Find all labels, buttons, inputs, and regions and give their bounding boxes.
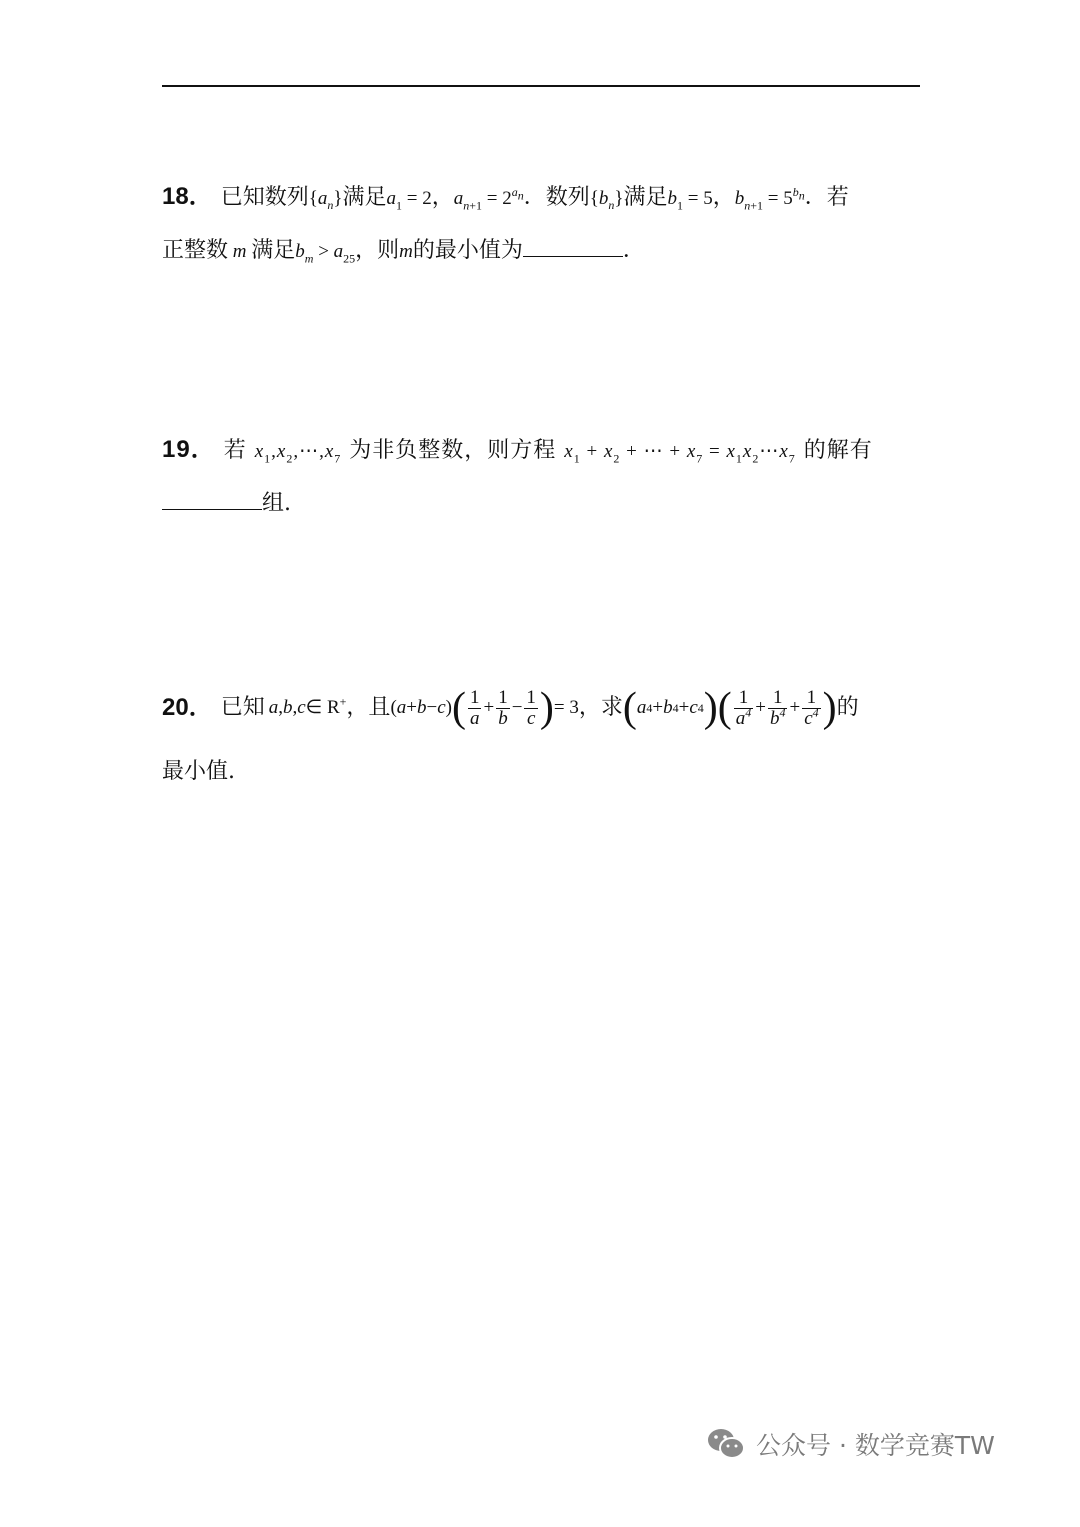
math-expr: x (254, 441, 265, 462)
problem-text: 的最小值为 (412, 238, 523, 263)
problem-text: 为非负整数，则方程 (349, 438, 557, 463)
problem-text: 的解有 (803, 438, 873, 463)
math-expr: $\{b_n\}$ (589, 188, 624, 212)
problem-19-line-2 (162, 478, 922, 530)
wechat-icon (706, 1426, 746, 1462)
problem-text: 若 (223, 438, 247, 463)
problem-text: 正整数 (162, 238, 229, 263)
problem-text: 组. (262, 491, 291, 516)
watermark-text: 公众号 · 数学竞赛TW (756, 1431, 995, 1460)
problem-text: 已知数列 (220, 185, 309, 210)
problem-number: 18． (162, 183, 213, 210)
problem-text: 满足 (251, 238, 296, 263)
fraction: $\frac{1}{b}$ (498, 686, 508, 729)
problem-text: ．数列 (523, 185, 590, 210)
problem-text: 满足 (342, 185, 387, 210)
problem-19-line-1: 19． 若 $x_1,x_2,\cdots,x_7$ 为非负整数，则方程 $x_1 + x_2$ + ⋯ + $x_7$ = $x_1x_2\cdots x_7$ 的解有 (162, 436, 873, 466)
problem-18-line-1: 18． 已知数列$\{a_n\}$满足$a_1 = 2$，$a_{n+1} = 2^{a_n}$．数列$\{b_n\}$满足$b_1 = 5$，$b_{n+1} = 5^{b_n}$．若 (162, 183, 849, 213)
fraction: $\frac{1}{a}$ (469, 686, 480, 729)
problem-18 (162, 171, 922, 278)
fraction: $\frac{1}{c}$ (526, 686, 536, 729)
problem-text: ， (712, 185, 735, 210)
problem-20 (162, 680, 922, 798)
watermark (706, 1424, 995, 1464)
problem-number: 20． (162, 694, 213, 721)
answer-blank[interactable] (523, 226, 623, 257)
math-expr: $\{a_n\}$ (308, 188, 343, 212)
math-expr: a (386, 188, 396, 209)
problem-text: 最小值. (162, 759, 235, 784)
problem-text: ， (431, 185, 454, 210)
problem-20-line-2 (162, 746, 922, 798)
problem-text: 满足 (623, 185, 668, 210)
fraction: $\frac{1}{a^4}$ (735, 686, 752, 729)
problem-text: ．若 (804, 185, 849, 210)
problem-number: 19． (162, 436, 216, 463)
problem-19 (162, 424, 922, 530)
header-rule (162, 85, 920, 87)
problem-20-line-1: 20． 已知 a , b , c ∈ R+ ，且 ( a + b − c ) ( $\frac{1}{a}$ + $\frac{1}{b}$ − $\frac{1}{c}$ ) = 3 ，求 ( a 4 + b 4 + c 4 ) ( $\frac{1}{a^4}$ + $\frac{1}{b^4}$ + $\frac{1}{c^4}$ ) 的 (162, 680, 922, 736)
answer-blank[interactable] (162, 479, 262, 510)
fraction: $\frac{1}{b^4}$ (769, 686, 786, 729)
problem-18-line-2: 正整数 m 满足$b_m > a_{25}$，则m的最小值为 ． (162, 225, 922, 278)
problem-text: ． (622, 238, 645, 263)
fraction: $\frac{1}{c^4}$ (804, 686, 819, 729)
problem-text: ，求 (578, 695, 623, 720)
problem-text: 的 (836, 695, 859, 720)
problem-text: ，则 (355, 238, 400, 263)
problem-text: 已知 (220, 695, 265, 720)
math-expr: a (453, 188, 464, 209)
problem-text: ，且 (346, 695, 391, 720)
